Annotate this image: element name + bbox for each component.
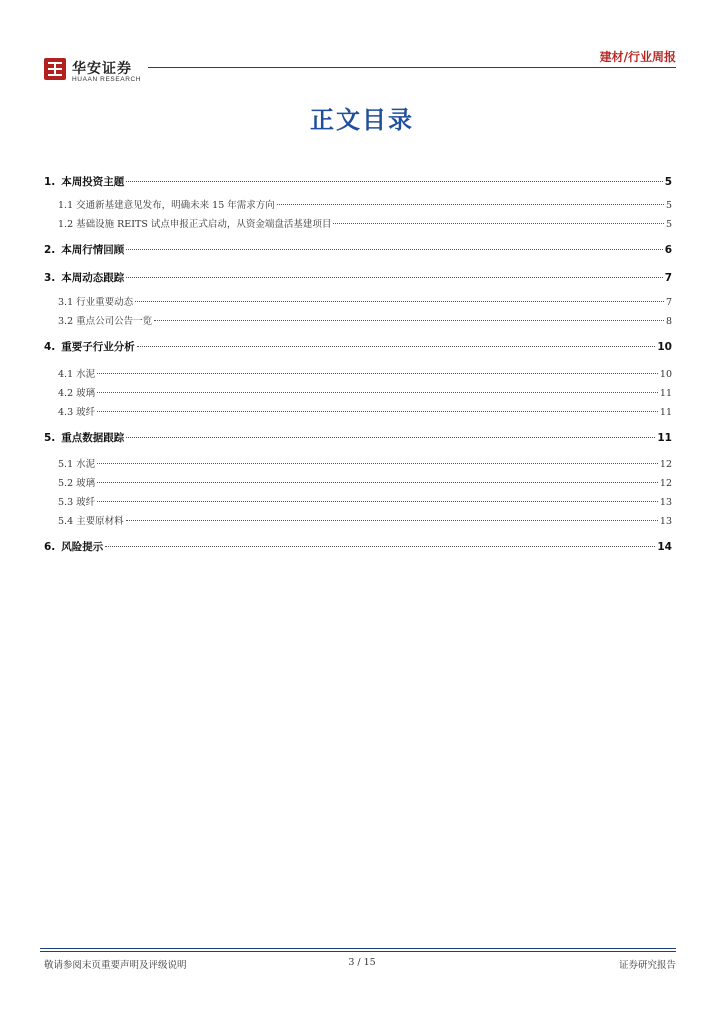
toc-entry-title: 1.2 基础设施 REITS 试点申报正式启动，从资金端盘活基建项目 xyxy=(58,219,332,230)
toc-section-link[interactable] xyxy=(44,175,672,189)
toc-entry-number: 6. xyxy=(44,541,56,553)
toc-subsection-link[interactable] xyxy=(44,515,672,529)
toc-page-number: 12 xyxy=(659,478,672,489)
toc-page-number: 13 xyxy=(659,516,672,527)
toc-page-number: 8 xyxy=(665,316,672,327)
toc-entry-title: 风险提示 xyxy=(61,541,104,553)
toc-entry-title: 4.2 玻璃 xyxy=(58,388,96,399)
toc-page-number: 10 xyxy=(657,341,672,353)
toc-dot-leader xyxy=(126,437,655,438)
toc-entry-number: 2. xyxy=(44,244,56,256)
toc-subsection-link[interactable] xyxy=(44,496,672,510)
toc-page-number: 7 xyxy=(665,297,672,308)
toc-subsection-link[interactable] xyxy=(44,477,672,491)
toc-entry-title: 1.1 交通新基建意见发布，明确未来 15 年需求方向 xyxy=(58,200,275,211)
toc-dot-leader xyxy=(97,463,658,464)
toc-dot-leader xyxy=(97,392,658,393)
toc-page-number: 11 xyxy=(659,388,672,399)
toc-dot-leader xyxy=(154,320,664,321)
toc-dot-leader xyxy=(333,223,664,224)
toc-subsection-link[interactable] xyxy=(44,368,672,382)
toc-dot-leader xyxy=(135,301,664,302)
toc-dot-leader xyxy=(97,501,658,502)
footer-doc-type: 证券研究报告 xyxy=(618,960,676,971)
toc-entry-number: 3. xyxy=(44,272,56,284)
logo-english-name: HUAAN RESEARCH xyxy=(72,76,142,83)
toc-section-link[interactable] xyxy=(44,540,672,554)
toc-entry-title: 重点数据跟踪 xyxy=(61,432,125,444)
toc-page-number: 11 xyxy=(659,407,672,418)
toc-entry-title: 本周动态跟踪 xyxy=(61,272,125,284)
toc-page-number: 5 xyxy=(665,200,672,211)
toc-dot-leader xyxy=(97,482,658,483)
toc-entry-title: 5.1 水泥 xyxy=(58,459,96,470)
toc-dot-leader xyxy=(277,204,664,205)
toc-dot-leader xyxy=(126,181,662,182)
toc-entry-title: 3.2 重点公司公告一览 xyxy=(58,316,153,327)
huaan-logo-icon xyxy=(44,58,66,80)
toc-entry-title: 3.1 行业重要动态 xyxy=(58,297,134,308)
toc-subsection-link[interactable] xyxy=(44,315,672,329)
toc-section-link[interactable] xyxy=(44,271,672,285)
page-number: 3 / 15 xyxy=(348,957,376,968)
toc-entry-number: 5. xyxy=(44,432,56,444)
toc-subsection-link[interactable] xyxy=(44,218,672,232)
toc-dot-leader xyxy=(126,249,662,250)
toc-subsection-link[interactable] xyxy=(44,387,672,401)
toc-page-number: 5 xyxy=(665,219,672,230)
toc-dot-leader xyxy=(105,546,655,547)
footer-divider xyxy=(40,948,676,949)
toc-entry-title: 4.1 水泥 xyxy=(58,369,96,380)
toc-entry-number: 4. xyxy=(44,341,56,353)
toc-page-number: 12 xyxy=(659,459,672,470)
toc-page-number: 7 xyxy=(664,272,672,284)
toc-section-link[interactable] xyxy=(44,340,672,354)
toc-dot-leader xyxy=(97,411,658,412)
toc-subsection-link[interactable] xyxy=(44,296,672,310)
toc-entry-title: 重要子行业分析 xyxy=(61,341,135,353)
footer-divider-secondary xyxy=(40,951,676,952)
report-category-tag: 建材/行业周报 xyxy=(599,50,676,64)
toc-entry-title: 5.2 玻璃 xyxy=(58,478,96,489)
toc-entry-title: 5.3 玻纤 xyxy=(58,497,96,508)
toc-entry-title: 本周投资主题 xyxy=(61,176,125,188)
toc-page-number: 13 xyxy=(659,497,672,508)
toc-entry-title: 本周行情回顾 xyxy=(61,244,125,256)
toc-dot-leader xyxy=(137,346,656,347)
toc-subsection-link[interactable] xyxy=(44,458,672,472)
toc-entry-title: 4.3 玻纤 xyxy=(58,407,96,418)
toc-dot-leader xyxy=(126,520,658,521)
logo-chinese-name: 华安证券 xyxy=(72,61,132,77)
toc-dot-leader xyxy=(126,277,662,278)
toc-entry-title: 5.4 主要原材料 xyxy=(58,516,124,527)
toc-page-number: 6 xyxy=(664,244,672,256)
toc-subsection-link[interactable] xyxy=(44,199,672,213)
footer-disclaimer: 敬请参阅末页重要声明及评级说明 xyxy=(44,960,187,971)
toc-dot-leader xyxy=(97,373,658,374)
toc-page-number: 5 xyxy=(664,176,672,188)
page-header xyxy=(0,0,724,90)
toc-page-number: 11 xyxy=(657,432,672,444)
toc-page-number: 10 xyxy=(659,369,672,380)
toc-section-link[interactable] xyxy=(44,243,672,257)
toc-section-link[interactable] xyxy=(44,431,672,445)
header-divider xyxy=(148,67,676,68)
page-title: 正文目录 xyxy=(310,106,414,134)
toc-subsection-link[interactable] xyxy=(44,406,672,420)
toc-entry-number: 1. xyxy=(44,176,56,188)
toc-page-number: 14 xyxy=(657,541,672,553)
